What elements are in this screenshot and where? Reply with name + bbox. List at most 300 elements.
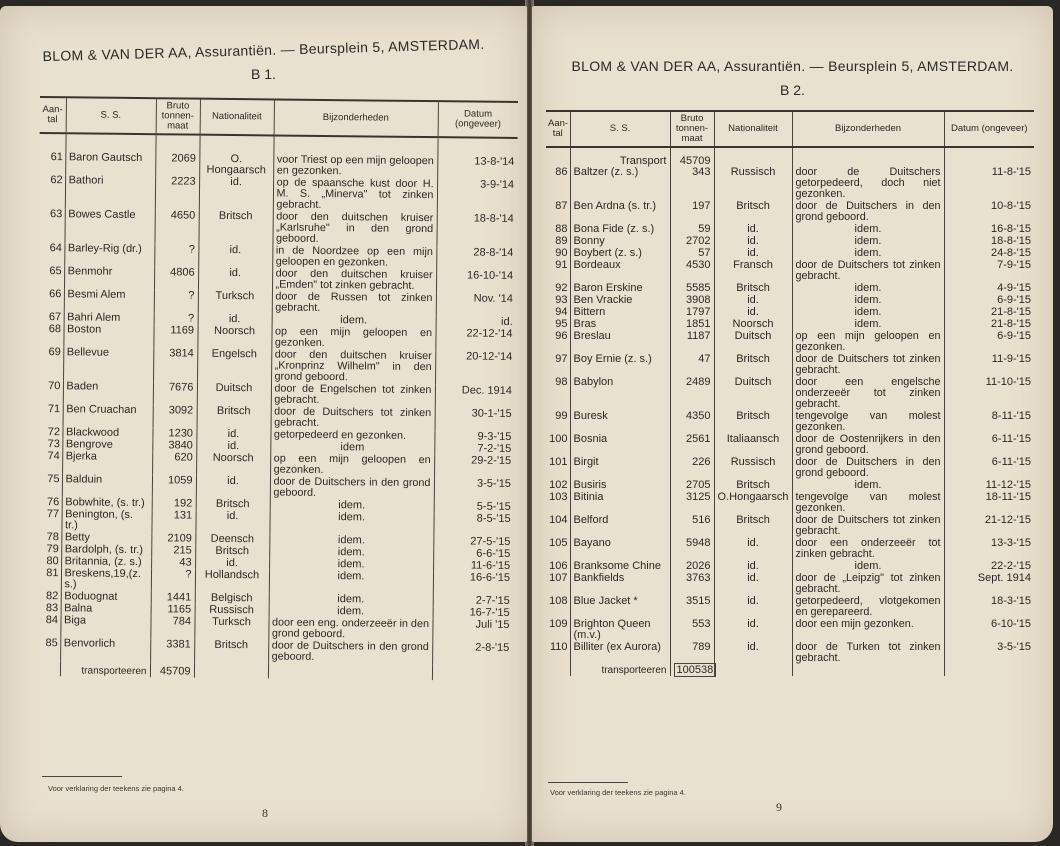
nationality: Turksch	[194, 617, 268, 640]
table-row	[546, 619, 1034, 641]
tonnage: 215	[151, 545, 195, 556]
col-ss: S. S.	[570, 111, 670, 147]
col-bijzonderheden: Bijzonderheden	[792, 111, 944, 147]
table-row	[546, 573, 1034, 595]
nationality: Duitsch	[714, 331, 792, 353]
col-datum: Datum (ongeveer)	[944, 111, 1034, 147]
row-number: 92	[555, 282, 568, 294]
date: 5-5-'15	[434, 501, 514, 513]
row-number	[546, 665, 570, 676]
row-number: 101	[549, 456, 568, 468]
tonnage: 57	[670, 248, 714, 259]
details: idem.	[270, 499, 434, 512]
table-row	[546, 642, 1034, 664]
nationality: Noorsch	[714, 319, 792, 330]
date: 7-2-'15	[434, 443, 514, 455]
row-number: 82	[45, 590, 59, 603]
date: Nov. '14	[436, 293, 516, 316]
nationality: Britsch	[194, 640, 268, 663]
tonnage: 1165	[151, 604, 195, 615]
date: 11-12-'15	[944, 480, 1034, 491]
date	[432, 665, 512, 681]
date: 29-2-'15	[434, 455, 514, 478]
details: door de „Leipzig" tot zinken gebracht.	[792, 573, 944, 595]
details: idem.	[269, 511, 433, 535]
nationality: id.	[199, 177, 273, 211]
tonnage: 3381	[150, 639, 194, 661]
ship-name: Busiris	[570, 480, 670, 491]
row-number: 103	[549, 491, 568, 503]
details: door een onderzeeër tot zinken gebracht.	[792, 538, 944, 560]
spacer-cell	[199, 135, 273, 155]
row-number: 84	[45, 614, 59, 627]
ship-name: Biga	[60, 615, 150, 638]
ship-name: Balduin	[62, 474, 152, 497]
nationality: Britsch	[714, 201, 792, 223]
details: idem.	[269, 558, 433, 571]
nationality: id.	[714, 642, 792, 664]
ship-name: Bjerka	[62, 451, 152, 474]
details: idem.	[792, 307, 944, 318]
table-row	[546, 283, 1034, 294]
date: 9-3-'15	[434, 431, 514, 443]
date: 4-9-'15	[944, 283, 1034, 294]
ship-name: Babylon	[570, 377, 670, 410]
tonnage: 516	[670, 515, 714, 537]
date: 6-11-'15	[944, 457, 1034, 479]
nationality: Duitsch	[714, 377, 792, 410]
page-number-right: 9	[776, 800, 782, 814]
page-left	[0, 6, 527, 842]
transport-out-row	[546, 665, 1034, 676]
date: 22-12-'14	[435, 328, 515, 351]
ship-name: Barley-Rig (dr.)	[64, 243, 154, 266]
ship-name: Ben Ardna (s. tr.)	[570, 201, 670, 223]
tonnage: 3515	[670, 596, 714, 618]
details: door de Duitschers tot zinken gebracht.	[792, 354, 944, 376]
ship-name: Baden	[63, 381, 153, 404]
nationality: Noorsch	[197, 326, 271, 349]
nationality: id.	[198, 314, 272, 326]
tonnage: 3763	[670, 573, 714, 595]
table-row	[546, 596, 1034, 618]
col-bruto: Bruto tonnen- maat	[156, 98, 200, 134]
row-number: 77	[46, 508, 60, 521]
details	[268, 663, 432, 680]
details: door de Duitschers tot zinken gebracht.	[792, 515, 944, 537]
row-number: 108	[549, 595, 568, 607]
spacer-cell	[155, 134, 199, 153]
tonnage: 2109	[151, 533, 195, 544]
details: door een eng. onderzeeër in den grond geboord.	[268, 617, 432, 641]
ship-name: Billiter (ex Aurora)	[570, 642, 670, 664]
row-number: 81	[46, 567, 59, 580]
date: 6-9-'15	[944, 295, 1034, 306]
tonnage: 1169	[153, 325, 197, 347]
row-number: 62	[50, 174, 63, 187]
details: door de Duitschers getorpedeerd, doch niet gezonken.	[792, 167, 944, 200]
date: 8-5-'15	[433, 513, 513, 536]
col-ss: S. S.	[66, 97, 156, 134]
row-number: 76	[46, 496, 60, 509]
ship-name: Bras	[570, 319, 670, 330]
ship-name: Boduognat	[61, 591, 151, 603]
tonnage: ?	[154, 290, 198, 312]
details: idem.	[792, 319, 944, 330]
register-table-left	[34, 96, 518, 681]
transport-total	[670, 665, 714, 676]
row-number: 99	[555, 410, 568, 422]
row-number: 80	[46, 555, 59, 568]
details: idem.	[792, 283, 944, 294]
tonnage: 3125	[670, 492, 714, 514]
date: 21-12-'15	[944, 515, 1034, 537]
nationality	[714, 665, 792, 676]
details: door de Duitschers tot zinken gebracht.	[792, 260, 944, 282]
ship-name: Britannia, (z. s.)	[61, 556, 151, 568]
nationality: id.	[714, 295, 792, 306]
details: door den duitschen kruiser „Karlsruhe" in den grond geboord.	[272, 211, 436, 246]
row-number: 93	[555, 294, 568, 306]
date: Dec. 1914	[435, 385, 515, 408]
tonnage: 226	[670, 457, 714, 479]
details: getorpedeerd en gezonken.	[270, 429, 434, 442]
nationality: id.	[195, 511, 269, 534]
spacer-cell	[39, 133, 65, 152]
row-number: 97	[555, 353, 568, 365]
tonnage: 4806	[154, 267, 198, 289]
ship-name: Bankfields	[570, 573, 670, 595]
ship-name: Breskens,19,(z. s.)	[61, 568, 151, 591]
date: 11-9-'15	[944, 354, 1034, 376]
ship-name: Boybert (z. s.)	[570, 248, 670, 259]
nationality: Britsch	[197, 406, 271, 429]
table-row	[38, 209, 516, 247]
tonnage: 2069	[155, 153, 199, 175]
col-bruto: Bruto tonnen- maat	[670, 111, 714, 147]
tonnage: 4350	[670, 411, 714, 433]
details: door een engelsche onderzeeër tot zinken gebracht.	[792, 377, 944, 410]
date: 18-3-'15	[944, 596, 1034, 618]
nationality: Britsch	[714, 515, 792, 537]
tonnage: 2026	[670, 561, 714, 572]
col-bijzonderheden: Bijzonderheden	[274, 99, 438, 137]
row-number: 109	[549, 618, 568, 630]
ship-name: Branksome Chine	[570, 561, 670, 572]
details: op een mijn geloopen en gezonken.	[270, 453, 434, 477]
details: door de Duitschers in den grond geboord.	[268, 640, 432, 664]
details: op een mijn geloopen en gezonken.	[792, 331, 944, 353]
tonnage: 4530	[670, 260, 714, 282]
details: idem.	[272, 314, 436, 327]
date: 21-8-'15	[944, 307, 1034, 318]
table-row	[546, 248, 1034, 259]
tonnage: 3814	[153, 348, 197, 381]
ship-name: Bardolph, (s. tr.)	[61, 544, 151, 556]
date: 18-11-'15	[944, 492, 1034, 514]
row-number: 85	[45, 637, 58, 650]
ship-name: Buresk	[570, 411, 670, 433]
nationality: Noorsch	[196, 453, 270, 476]
ship-name: Bitinia	[570, 492, 670, 514]
tonnage: 4650	[154, 210, 198, 243]
row-number: 88	[555, 223, 568, 235]
date: 2-7-'15	[433, 595, 513, 607]
details: door de Turken tot zinken gebracht.	[792, 642, 944, 664]
nationality: id.	[714, 236, 792, 247]
ship-name: Blue Jacket *	[570, 596, 670, 618]
ship-name: Breslau	[570, 331, 670, 353]
section-title-left: B 1.	[251, 66, 276, 82]
details: idem.	[792, 236, 944, 247]
nationality: Britsch	[714, 354, 792, 376]
date	[944, 665, 1034, 676]
date: 2-8-'15	[432, 642, 512, 665]
ship-name: Birgit	[570, 457, 670, 479]
date: 18-8-'15	[944, 236, 1034, 247]
details: idem.	[792, 561, 944, 572]
ship-name: Brighton Queen (m.v.)	[570, 619, 670, 641]
ship-name: Blackwood	[62, 427, 152, 439]
date: 11-8-'15	[944, 167, 1034, 200]
ship-name: Bayano	[570, 538, 670, 560]
nationality: Deensch	[195, 534, 269, 546]
details: idem.	[269, 593, 433, 606]
nationality: id.	[714, 538, 792, 560]
details	[792, 147, 944, 167]
row-number: 106	[549, 560, 568, 572]
details	[792, 665, 944, 676]
date: 20-12-'14	[435, 351, 515, 385]
row-number: 110	[549, 641, 568, 653]
nationality: Hollandsch	[195, 570, 269, 593]
ship-name: Bordeaux	[570, 260, 670, 282]
tonnage: 3840	[152, 440, 196, 451]
date: 7-9-'15	[944, 260, 1034, 282]
details: door een mijn gezonken.	[792, 619, 944, 641]
tonnage: 5948	[670, 538, 714, 560]
nationality: id.	[714, 573, 792, 595]
nationality: id.	[714, 307, 792, 318]
details: idem.	[792, 480, 944, 491]
date: 16-10-'14	[436, 270, 516, 293]
ship-name: Bengrove	[62, 439, 152, 451]
date: 18-8-'14	[436, 213, 516, 247]
nationality: id.	[196, 429, 270, 441]
row-number: 102	[549, 479, 568, 491]
row-number: 95	[555, 318, 568, 330]
nationality: id.	[198, 268, 272, 291]
details: in de Noordzee op een mijn geloopen en gezonken.	[272, 245, 436, 269]
nationality: Britsch	[714, 480, 792, 491]
date: 11-6-'15	[433, 560, 513, 572]
date: 3-9-'14	[437, 179, 517, 213]
row-number: 100	[549, 433, 568, 445]
tonnage: 1230	[152, 428, 196, 439]
row-number: 73	[47, 438, 60, 451]
date: 24-8-'15	[944, 248, 1034, 259]
date: 16-8-'15	[944, 224, 1034, 235]
nationality: Russisch	[714, 167, 792, 200]
details: idem	[270, 441, 434, 454]
nationality: O.Hongaarsch	[714, 492, 792, 514]
row-number: 64	[49, 242, 62, 255]
table-row	[39, 175, 517, 213]
col-aantal: Aan- tal	[40, 97, 66, 133]
details: idem.	[269, 605, 433, 618]
col-aantal: Aan- tal	[546, 111, 570, 147]
details: door de Oostenrijkers in den grond geboord.	[792, 434, 944, 456]
nationality: Britsch	[195, 546, 269, 558]
ship-name: Bona Fide (z. s.)	[570, 224, 670, 235]
table-header-row	[40, 97, 518, 138]
details: op een mijn geloopen en gezonken.	[271, 326, 435, 350]
nationality: Britsch	[714, 283, 792, 294]
col-nationaliteit: Nationaliteit	[200, 99, 274, 136]
table-row	[546, 434, 1034, 456]
nationality: id.	[714, 248, 792, 259]
table-row	[546, 411, 1034, 433]
tonnage: 784	[150, 616, 194, 638]
ship-name: Bellevue	[63, 347, 153, 381]
tonnage: 192	[152, 498, 196, 509]
tonnage: 2561	[670, 434, 714, 456]
details: door de Duitschers in den grond geboord.	[792, 201, 944, 223]
page-right	[532, 6, 1053, 842]
nationality: O. Hongaarsch	[199, 154, 273, 177]
nationality: id.	[714, 224, 792, 235]
tonnage: 1441	[151, 592, 195, 603]
footnote-rule-right	[548, 782, 628, 783]
footnote-rule-left	[42, 776, 122, 777]
details: door den duitschen kruiser „Kronprinz Wilhelm" in den grond geboord.	[271, 349, 435, 384]
nationality	[194, 663, 268, 679]
details: tengevolge van molest gezonken.	[792, 492, 944, 514]
ship-name: Boy Ernie (z. s.)	[570, 354, 670, 376]
table-row	[546, 319, 1034, 330]
details: door de Duitschers in den grond geboord.	[270, 476, 434, 500]
ship-name: Bahri Alem	[64, 312, 154, 324]
transport-total: 45709	[150, 662, 194, 677]
details: voor Triest op een mijn geloopen en gezonken.	[273, 154, 437, 178]
date: 30-1-'15	[435, 408, 515, 431]
nationality: Belgisch	[195, 593, 269, 605]
tonnage: 2705	[670, 480, 714, 491]
tonnage: 620	[152, 452, 196, 474]
ship-name: Ben Vrackie	[570, 295, 670, 306]
details: tengevolge van molest gezonken.	[792, 411, 944, 433]
nationality: Fransch	[714, 260, 792, 282]
transport-total-box: 100538	[674, 663, 717, 677]
page-header-right: BLOM & VAN DER AA, Assurantiën. — Beursplein 5, AMSTERDAM.	[571, 58, 1014, 74]
date: Sept. 1914	[944, 573, 1034, 595]
row-number: 75	[47, 473, 60, 486]
ship-name: Bobwhite, (s. tr.)	[62, 497, 152, 509]
nationality: Engelsch	[197, 349, 271, 383]
date: 16-6-'15	[433, 572, 513, 595]
ship-name: Baron Gautsch	[65, 152, 155, 175]
details: door den duitschen kruiser „Emden" tot zinken gebracht.	[272, 268, 436, 292]
table-row	[546, 561, 1034, 572]
row-number: 67	[48, 311, 62, 324]
row-number: 96	[555, 330, 568, 342]
details: idem.	[269, 546, 433, 559]
col-datum: Datum (ongeveer)	[438, 101, 518, 138]
details: door de Engelschen tot zinken gebracht.	[271, 383, 435, 407]
ship-name: Belford	[570, 515, 670, 537]
tonnage: 197	[670, 201, 714, 223]
nationality: Italiaansch	[714, 434, 792, 456]
tonnage: ?	[154, 313, 198, 324]
table-row	[546, 331, 1034, 353]
date: 28-8-'14	[436, 247, 516, 270]
date: 13-3-'15	[944, 538, 1034, 560]
row-number: 78	[46, 531, 59, 544]
details: door de Duitschers in den grond geboord.	[792, 457, 944, 479]
date: 11-10-'15	[944, 377, 1034, 410]
details: idem.	[792, 295, 944, 306]
row-number: 74	[47, 450, 60, 463]
date: id.	[436, 316, 516, 328]
section-title-right: B 2.	[780, 82, 805, 98]
nationality: Britsch	[198, 211, 272, 245]
tonnage: 789	[670, 642, 714, 664]
table-row	[546, 260, 1034, 282]
table-row	[546, 307, 1034, 318]
details: getorpedeerd, vlotgekomen en gerepareerd.	[792, 596, 944, 618]
nationality	[714, 147, 792, 167]
nationality: Britsch	[714, 411, 792, 433]
date: 22-2-'15	[944, 561, 1034, 572]
nationality: id.	[714, 561, 792, 572]
date: 3-5-'15	[434, 478, 514, 501]
nationality: Duitsch	[197, 383, 271, 406]
date: Juli '15	[432, 619, 512, 642]
nationality: id.	[196, 476, 270, 499]
row-number: 107	[549, 572, 568, 584]
details: idem.	[269, 534, 433, 547]
tonnage: 2223	[155, 176, 199, 209]
tonnage: 1797	[670, 307, 714, 318]
date: 6-11-'15	[944, 434, 1034, 456]
row-number: 66	[49, 288, 62, 301]
tonnage: 1851	[670, 319, 714, 330]
page-header-left: BLOM & VAN DER AA, Assurantiën. — Beursplein 5, AMSTERDAM.	[42, 35, 485, 65]
date: 21-8-'15	[944, 319, 1034, 330]
row-number: 71	[47, 403, 61, 416]
transport-in-row	[546, 147, 1034, 167]
nationality: id.	[714, 596, 792, 618]
date	[944, 147, 1034, 167]
ship-name: Bowes Castle	[64, 209, 154, 243]
row-number: 83	[45, 602, 59, 615]
table-row	[546, 515, 1034, 537]
ship-name: Bonny	[570, 236, 670, 247]
tonnage: 43	[151, 557, 195, 568]
tonnage: 553	[670, 619, 714, 641]
ship-name: Ben Cruachan	[63, 404, 153, 427]
row-number: 89	[555, 235, 568, 247]
transport-total: 45709	[670, 147, 714, 167]
row-number: 86	[555, 166, 568, 178]
date: 6-10-'15	[944, 619, 1034, 641]
nationality: id.	[198, 245, 272, 268]
tonnage: 5585	[670, 283, 714, 294]
row-number: 90	[555, 247, 568, 259]
tonnage: 7676	[153, 382, 197, 404]
table-row	[546, 354, 1034, 376]
row-number: 87	[555, 200, 568, 212]
